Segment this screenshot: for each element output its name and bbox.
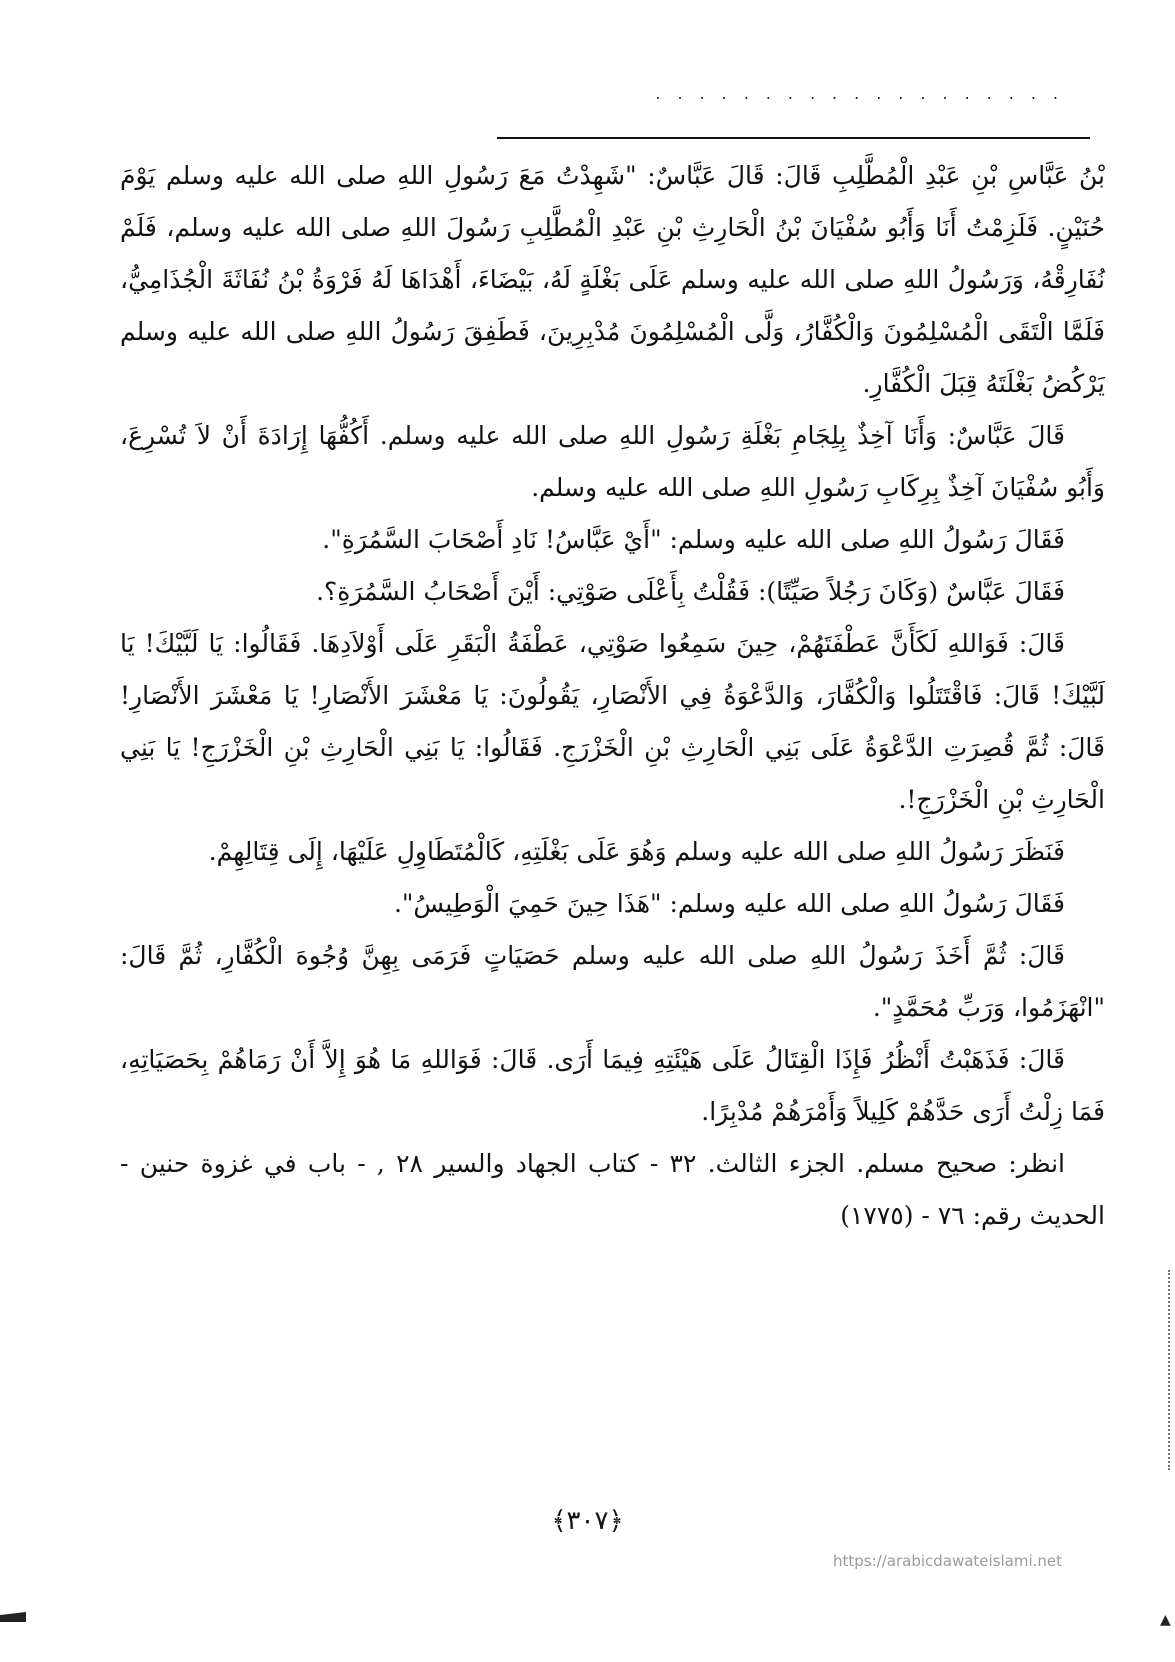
header-dots: ................... [655,84,1075,103]
header-rule [497,137,1090,139]
paragraph-6: فَنَظَرَ رَسُولُ اللهِ صلى الله عليه وسلم وَهُوَ عَلَى بَغْلَتِهِ، كَالْمُتَطَاوِلِ عَلَيْهَا، إِلَى قِتَالِهِمْ. [208,837,1065,866]
paragraph-1: بْنُ عَبَّاسِ بْنِ عَبْدِ الْمُطَّلِبِ قَالَ: قَالَ عَبَّاسٌ: "شَهِدْتُ مَعَ رَسُولِ اللهِ صلى الله عليه وسلم يَوْمَ حُنَيْنٍ. فَلَزِمْتُ أَنَا وَأَبُو سُفْيَانَ بْنُ الْحَارِثِ بْنِ عَبْدِ الْمُطَّلِبِ رَسُولَ اللهِ صلى الله عليه وسلم، فَلَمْ نُفَارِقْهُ، وَرَسُولُ اللهِ صلى الله عليه وسلم عَلَى بَغْلَةٍ لَهُ، بَيْضَاءَ، أَهْدَاهَا لَهُ فَرْوَةُ بْنُ نُفَاثَةَ الْجُذَامِيُّ، فَلَمَّا الْتَقَى الْمُسْلِمُونَ وَالْكُفَّارُ، وَلَّى الْمُسْلِمُونَ مُدْبِرِينَ، فَطَفِقَ رَسُولُ اللهِ صلى الله عليه وسلم يَرْكُضُ بَغْلَتَهُ قِبَلَ الْكُفَّارِ. [120,161,1105,398]
paragraph-5: قَالَ: فَوَاللهِ لَكَأَنَّ عَطْفَتَهُمْ، حِينَ سَمِعُوا صَوْتِي، عَطْفَةُ الْبَقَرِ عَلَى أَوْلاَدِهَا. فَقَالُوا: يَا لَبَّيْكَ! يَا لَبَّيْكَ! قَالَ: فَاقْتَتَلُوا وَالْكُفَّارَ، وَالدَّعْوَةُ فِي الأَنْصَارِ، يَقُولُونَ: يَا مَعْشَرَ الأَنْصَارِ! يَا مَعْشَرَ الأَنْصَارِ! قَالَ: ثُمَّ قُصِرَتِ الدَّعْوَةُ عَلَى بَنِي الْحَارِثِ بْنِ الْخَزْرَجِ. فَقَالُوا: يَا بَنِي الْحَارِثِ بْنِ الْخَزْرَجِ! يَا بَنِي الْحَارِثِ بْنِ الْخَزْرَجِ!. [120,629,1105,814]
footer-url[interactable]: https://arabicdawateislami.net [833,1552,1063,1570]
triangle-icon: ▲ [1160,1612,1171,1628]
page-body [120,150,1105,1242]
paragraph-4: فَقَالَ عَبَّاسٌ (وَكَانَ رَجُلاً صَيِّتًا): فَقُلْتُ بِأَعْلَى صَوْتِي: أَيْنَ أَصْحَابُ السَّمُرَةِ؟. [316,577,1065,606]
paragraph-2: قَالَ عَبَّاسٌ: وَأَنَا آخِذٌ بِلِجَامِ بَغْلَةِ رَسُولِ اللهِ صلى الله عليه وسلم. أَكُفُّهَا إِرَادَةَ أَنْ لاَ تُسْرِعَ، وَأَبُو سُفْيَانَ آخِذٌ بِرِكَابِ رَسُولِ اللهِ صلى الله عليه وسلم. [120,421,1105,502]
scan-edge-mark [1168,1270,1173,1470]
page-number: ﴿٣٠٧﴾ [551,1506,624,1536]
paragraph-7: فَقَالَ رَسُولُ اللهِ صلى الله عليه وسلم: "هَذَا حِينَ حَمِيَ الْوَطِيسُ". [393,889,1065,918]
scan-corner-mark [0,1612,26,1622]
paragraph-9: قَالَ: فَذَهَبْتُ أَنْظُرُ فَإِذَا الْقِتَالُ عَلَى هَيْئَتِهِ فِيمَا أَرَى. قَالَ: فَوَاللهِ مَا هُوَ إِلاَّ أَنْ رَمَاهُمْ بِحَصَيَاتِهِ، فَمَا زِلْتُ أَرَى حَدَّهُمْ كَلِيلاً وَأَمْرَهُمْ مُدْبِرًا. [120,1045,1105,1126]
paragraph-3: فَقَالَ رَسُولُ اللهِ صلى الله عليه وسلم: "أَيْ عَبَّاسُ! نَادِ أَصْحَابَ السَّمُرَةِ". [322,525,1065,554]
source-reference: انظر: صحيح مسلم. الجزء الثالث. ٣٢ - كتاب الجهاد والسير ٢٨ , - باب في غزوة حنين - الحديث رقم: ٧٦ - (١٧٧٥) [120,1149,1105,1230]
paragraph-8: قَالَ: ثُمَّ أَخَذَ رَسُولُ اللهِ صلى الله عليه وسلم حَصَيَاتٍ فَرَمَى بِهِنَّ وُجُوهَ الْكُفَّارِ، ثُمَّ قَالَ: "انْهَزَمُوا، وَرَبِّ مُحَمَّدٍ". [120,941,1105,1022]
